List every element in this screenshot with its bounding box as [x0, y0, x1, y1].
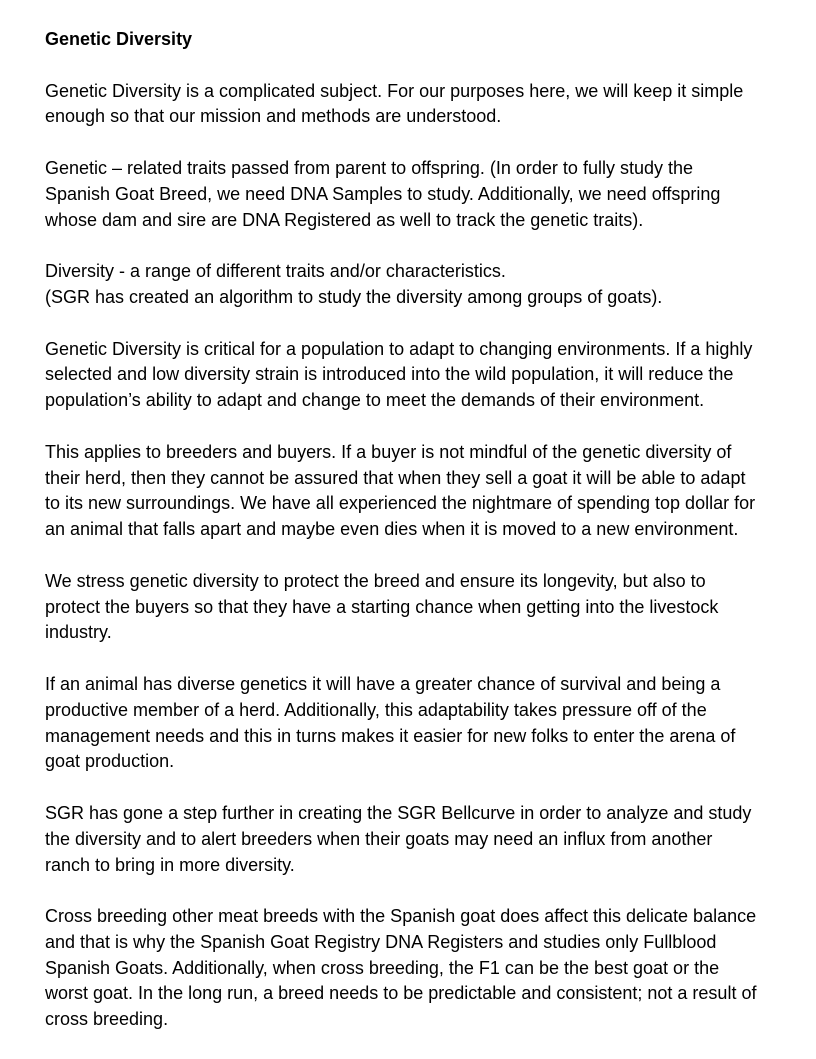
paragraph-line: goat production.: [45, 751, 175, 772]
paragraph-line: (SGR has created an algorithm to study the diversity among groups of goats).: [45, 286, 663, 307]
paragraph-line: population’s ability to adapt and change to meet the demands of their environment.: [45, 390, 705, 411]
paragraph-line: If an animal has diverse genetics it will have a greater chance of survival and being a: [45, 673, 721, 694]
paragraph-line: protect the buyers so that they have a starting chance when getting into the livestock: [45, 596, 719, 617]
paragraph-line: SGR has gone a step further in creating the SGR Bellcurve in order to analyze and study: [45, 802, 752, 823]
paragraph-line: an animal that falls apart and maybe even dies when it is moved to a new environment.: [45, 519, 739, 540]
paragraph-line: cross breeding.: [45, 1009, 169, 1030]
paragraph-line: This applies to breeders and buyers. If a buyer is not mindful of the genetic diversity of: [45, 441, 732, 462]
paragraph: [45, 904, 805, 1033]
paragraph-line: Diversity - a range of different traits and/or characteristics.: [45, 261, 506, 282]
paragraph-line: industry.: [45, 622, 112, 643]
paragraph-line: Spanish Goats. Additionally, when cross breeding, the F1 can be the best goat or the: [45, 957, 720, 978]
paragraph-line: the diversity and to alert breeders when their goats may need an influx from another: [45, 828, 713, 849]
paragraph-line: enough so that our mission and methods are understood.: [45, 106, 502, 127]
paragraph-line: We stress genetic diversity to protect the breed and ensure its longevity, but also to: [45, 570, 706, 591]
paragraph-line: Cross breeding other meat breeds with the Spanish goat does affect this delicate balance: [45, 906, 757, 927]
paragraph: [45, 156, 805, 233]
paragraph-line: selected and low diversity strain is introduced into the wild population, it will reduce the: [45, 364, 734, 385]
document-body: [45, 27, 805, 1059]
paragraph: [45, 79, 805, 131]
paragraph: [45, 259, 805, 311]
document-title: Genetic Diversity: [45, 29, 193, 49]
paragraph-line: Genetic Diversity is a complicated subject. For our purposes here, we will keep it simple: [45, 80, 744, 101]
paragraph: [45, 569, 805, 646]
paragraph-line: productive member of a herd. Additionally, this adaptability takes pressure off of the: [45, 699, 707, 720]
paragraph: [45, 672, 805, 775]
paragraph-line: Spanish Goat Breed, we need DNA Samples to study. Additionally, we need offspring: [45, 183, 721, 204]
paragraph: [45, 801, 805, 878]
paragraph: [45, 337, 805, 414]
paragraphs: [45, 79, 805, 1033]
paragraph: [45, 440, 805, 543]
paragraph-line: Genetic Diversity is critical for a population to adapt to changing environments. If a highly: [45, 338, 753, 359]
paragraph-line: to its new surroundings. We have all experienced the nightmare of spending top dollar for: [45, 493, 756, 514]
paragraph-line: management needs and this in turns makes it easier for new folks to enter the arena of: [45, 725, 736, 746]
paragraph-line: worst goat. In the long run, a breed needs to be predictable and consistent; not a result of: [45, 983, 757, 1004]
paragraph-line: Genetic – related traits passed from parent to offspring. (In order to fully study the: [45, 157, 693, 178]
paragraph-line: their herd, then they cannot be assured that when they sell a goat it will be able to adapt: [45, 467, 746, 488]
paragraph-line: whose dam and sire are DNA Registered as well to track the genetic traits).: [45, 209, 644, 230]
paragraph-line: and that is why the Spanish Goat Registry DNA Registers and studies only Fullblood: [45, 931, 717, 952]
paragraph-line: ranch to bring in more diversity.: [45, 854, 295, 875]
